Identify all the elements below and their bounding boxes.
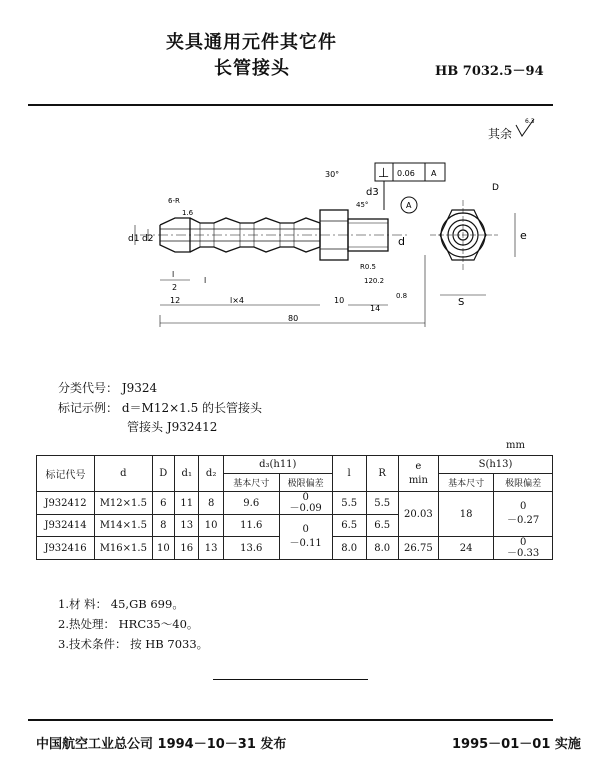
cell-D: 10 xyxy=(152,537,175,560)
th-l: l xyxy=(332,456,366,492)
cell-d1: 13 xyxy=(175,515,199,537)
label-dim-14: 14 xyxy=(370,304,381,313)
footer-rule xyxy=(28,719,553,721)
classification-row xyxy=(58,379,157,396)
standard-number: HB 7032.5－94 xyxy=(435,64,544,79)
roughness-note xyxy=(488,125,512,142)
marking-example-label: 标记示例： xyxy=(58,401,119,415)
note-item: 2.热处理： HRC35～40。 xyxy=(58,617,199,631)
marking-example-line2: 管接头 J932412 xyxy=(127,420,218,434)
label-l-2: l xyxy=(204,276,207,285)
th-e-label: e xyxy=(415,460,422,472)
cell-R: 5.5 xyxy=(366,492,398,515)
label-dim-10: 10 xyxy=(334,296,345,305)
th-d: d xyxy=(95,456,152,492)
th-d3: d₃(h11) xyxy=(223,456,332,474)
marking-example-row xyxy=(58,399,262,416)
table-row xyxy=(37,492,553,515)
roughness-symbol-value: 6.3 xyxy=(525,118,535,125)
cell-mark: J932414 xyxy=(37,515,95,537)
part-drawing xyxy=(120,155,540,340)
th-d3-dev: 极限偏差 xyxy=(279,474,332,492)
note-item: 1.材 料： 45,GB 699。 xyxy=(58,597,184,611)
cell-D: 6 xyxy=(152,492,175,515)
cell-d: M12×1.5 xyxy=(95,492,152,515)
d3-dev-bottom-lower: －0.11 xyxy=(289,538,322,549)
cell-l: 6.5 xyxy=(332,515,366,537)
d3-dev-top-lower: －0.09 xyxy=(289,503,322,514)
cell-mark: J932416 xyxy=(37,537,95,560)
unit-label: mm xyxy=(506,440,525,451)
cell-d3-dev-top xyxy=(279,492,332,515)
cell-d2: 8 xyxy=(199,492,223,515)
label-fillet: 120.2 xyxy=(364,277,385,285)
header-rule xyxy=(28,104,553,106)
cell-e: 26.75 xyxy=(398,537,438,560)
label-D: D xyxy=(492,183,499,193)
cell-d: M16×1.5 xyxy=(95,537,152,560)
notes-list xyxy=(58,594,208,654)
cell-S: 24 xyxy=(439,537,494,560)
title-line-2: 长管接头 xyxy=(214,58,290,79)
d3-dev-bottom-upper: 0 xyxy=(302,524,309,535)
cell-d: M14×1.5 xyxy=(95,515,152,537)
th-S-dev: 极限偏差 xyxy=(494,474,553,492)
classification-label: 分类代号： xyxy=(58,381,119,395)
cell-d3: 11.6 xyxy=(223,515,279,537)
cell-R: 8.0 xyxy=(366,537,398,560)
title-line-1: 夹具通用元件其它件 xyxy=(166,32,337,53)
label-S: S xyxy=(458,297,465,308)
label-d1: d1 xyxy=(128,234,140,244)
cell-d2: 13 xyxy=(199,537,223,560)
th-d3-basic: 基本尺寸 xyxy=(223,474,279,492)
label-datum-circle: A xyxy=(406,201,412,210)
d3-dev-top-upper: 0 xyxy=(302,492,309,503)
label-d: d xyxy=(398,235,405,248)
end-view xyxy=(430,200,498,270)
cell-d3: 13.6 xyxy=(223,537,279,560)
th-e-min: min xyxy=(408,474,428,486)
th-S-basic: 基本尺寸 xyxy=(439,474,494,492)
th-e xyxy=(398,456,438,492)
roughness-note-text: 其余 xyxy=(488,127,513,141)
S-dev-top-lower: －0.27 xyxy=(507,515,540,526)
cell-S-dev-bottom xyxy=(494,537,553,560)
issuer-text: 中国航空工业总公司 1994－10－31 发布 xyxy=(36,737,287,752)
cell-l: 8.0 xyxy=(332,537,366,560)
tolerance-datum: A xyxy=(431,169,437,178)
notes-end-rule xyxy=(213,679,368,680)
roughness-symbol-icon xyxy=(514,116,540,138)
cell-d2: 10 xyxy=(199,515,223,537)
note-item: 3.技术条件： 按 HB 7033。 xyxy=(58,637,209,651)
label-d2: d2 xyxy=(142,234,154,244)
label-rough-right: 0.8 xyxy=(396,292,408,300)
th-S: S(h13) xyxy=(439,456,553,474)
S-dev-top-upper: 0 xyxy=(519,501,527,512)
cell-S-merged: 18 xyxy=(439,492,494,537)
label-dim-12: 12 xyxy=(170,296,181,305)
label-detail: 6-R xyxy=(168,197,180,205)
th-mark: 标记代号 xyxy=(37,456,95,492)
marking-example-line1: d＝M12×1.5 的长管接头 xyxy=(121,401,263,415)
label-angle-45: 45° xyxy=(356,201,369,209)
cell-d3-dev-bottom xyxy=(279,515,332,560)
effective-date-text: 1995－01－01 实施 xyxy=(452,737,581,752)
tolerance-value: 0.06 xyxy=(397,169,415,178)
cell-mark: J932412 xyxy=(37,492,95,515)
cell-e-merged: 20.03 xyxy=(398,492,438,537)
label-dim-2: 2 xyxy=(172,283,178,292)
th-R: R xyxy=(366,456,398,492)
cell-D: 8 xyxy=(152,515,175,537)
label-dim-80: 80 xyxy=(288,314,299,323)
S-dev-bottom-upper: 0 xyxy=(519,537,527,548)
label-d3: d3 xyxy=(366,187,379,198)
th-d2: d₂ xyxy=(199,456,223,492)
tolerance-symbol: ⊥ xyxy=(378,166,390,181)
label-dim-lx4: l×4 xyxy=(230,296,245,305)
th-D: D xyxy=(152,456,175,492)
cell-d3: 9.6 xyxy=(223,492,279,515)
label-l-1: l xyxy=(172,270,175,279)
S-dev-bottom-lower: －0.33 xyxy=(507,548,540,559)
label-chamfer: 1.6 xyxy=(182,209,194,217)
cell-R: 6.5 xyxy=(366,515,398,537)
cell-S-dev-merged xyxy=(494,492,553,537)
cell-l: 5.5 xyxy=(332,492,366,515)
label-e: e xyxy=(520,229,527,242)
cell-d1: 11 xyxy=(175,492,199,515)
classification-value: J9324 xyxy=(121,381,158,395)
label-angle-30: 30° xyxy=(325,170,340,179)
cell-d1: 16 xyxy=(175,537,199,560)
dimension-table xyxy=(36,455,553,560)
label-R: R0.5 xyxy=(360,263,376,271)
th-d1: d₁ xyxy=(175,456,199,492)
